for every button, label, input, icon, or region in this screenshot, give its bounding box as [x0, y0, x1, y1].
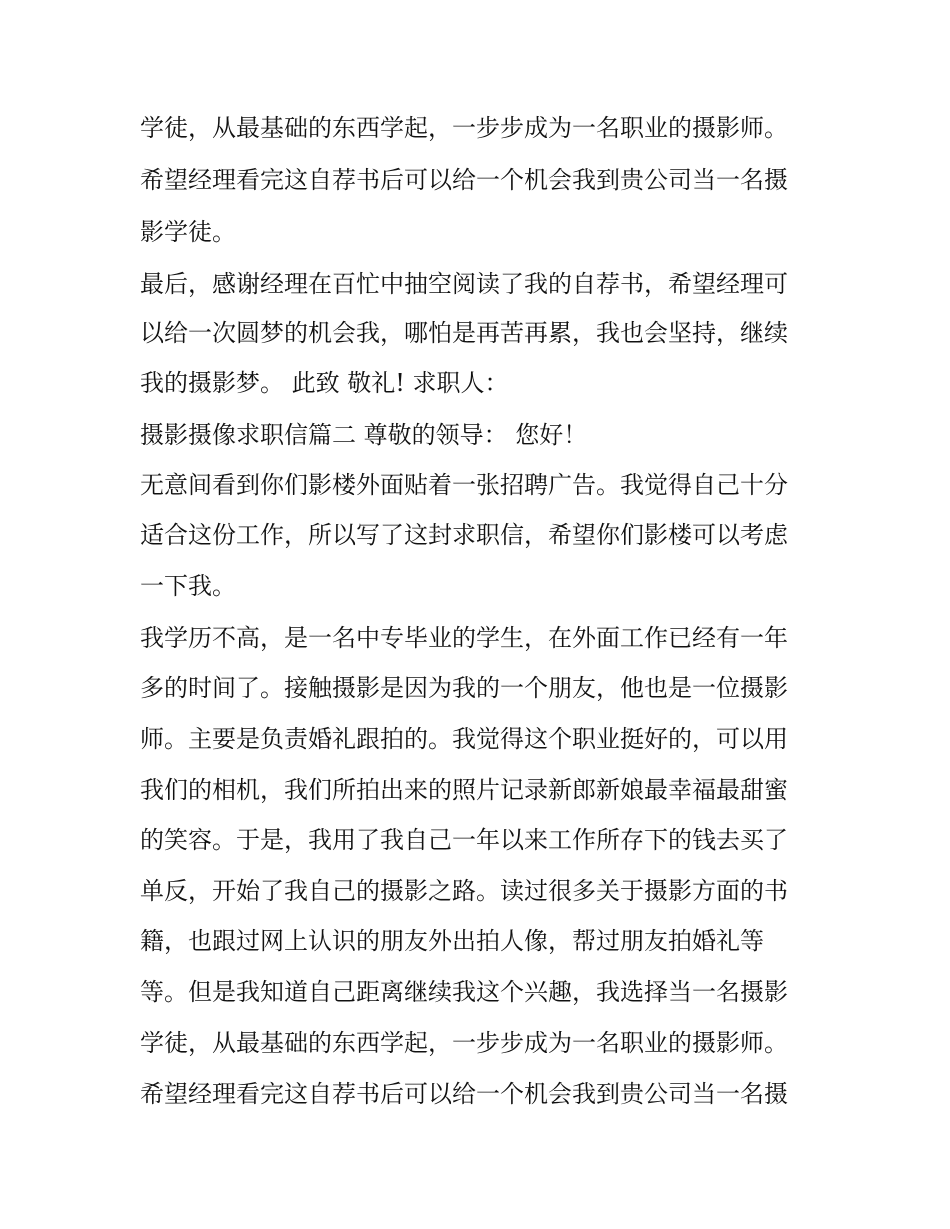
text-line: 学徒，从最基础的东西学起，一步步成为一名职业的摄影师。 — [140, 114, 788, 142]
text-line: 的笑容。于是，我用了我自己一年以来工作所存下的钱去买了 — [140, 826, 788, 854]
text-line: 学徒，从最基础的东西学起，一步步成为一名职业的摄影师。 — [140, 1029, 788, 1057]
text-line: 一下我。 — [140, 572, 236, 600]
text-line: 摄影摄像求职信篇二 尊敬的领导： 您好！ — [140, 421, 588, 449]
text-line: 籍，也跟过网上认识的朋友外出拍人像，帮过朋友拍婚礼等 — [140, 927, 764, 955]
text-line: 我们的相机，我们所拍出来的照片记录新郎新娘最幸福最甜蜜 — [140, 776, 788, 804]
text-line: 我学历不高，是一名中专毕业的学生，在外面工作已经有一年 — [140, 624, 788, 652]
text-line: 师。主要是负责婚礼跟拍的。我觉得这个职业挺好的，可以用 — [140, 725, 788, 753]
text-line: 适合这份工作，所以写了这封求职信，希望你们影楼可以考虑 — [140, 521, 788, 549]
text-line: 等。但是我知道自己距离继续我这个兴趣，我选择当一名摄影 — [140, 978, 788, 1006]
text-line: 以给一次圆梦的机会我，哪怕是再苦再累，我也会坚持，继续 — [140, 319, 788, 347]
text-line: 影学徒。 — [140, 218, 236, 246]
text-line: 多的时间了。接触摄影是因为我的一个朋友，他也是一位摄影 — [140, 674, 788, 702]
text-line: 无意间看到你们影楼外面贴着一张招聘广告。我觉得自己十分 — [140, 471, 788, 499]
text-line: 单反，开始了我自己的摄影之路。读过很多关于摄影方面的书 — [140, 877, 788, 905]
text-line: 最后，感谢经理在百忙中抽空阅读了我的自荐书，希望经理可 — [140, 270, 788, 298]
text-line: 我的摄影梦。 此致 敬礼! 求职人： — [140, 369, 509, 397]
text-line: 希望经理看完这自荐书后可以给一个机会我到贵公司当一名摄 — [140, 1080, 788, 1108]
text-line: 希望经理看完这自荐书后可以给一个机会我到贵公司当一名摄 — [140, 166, 788, 194]
